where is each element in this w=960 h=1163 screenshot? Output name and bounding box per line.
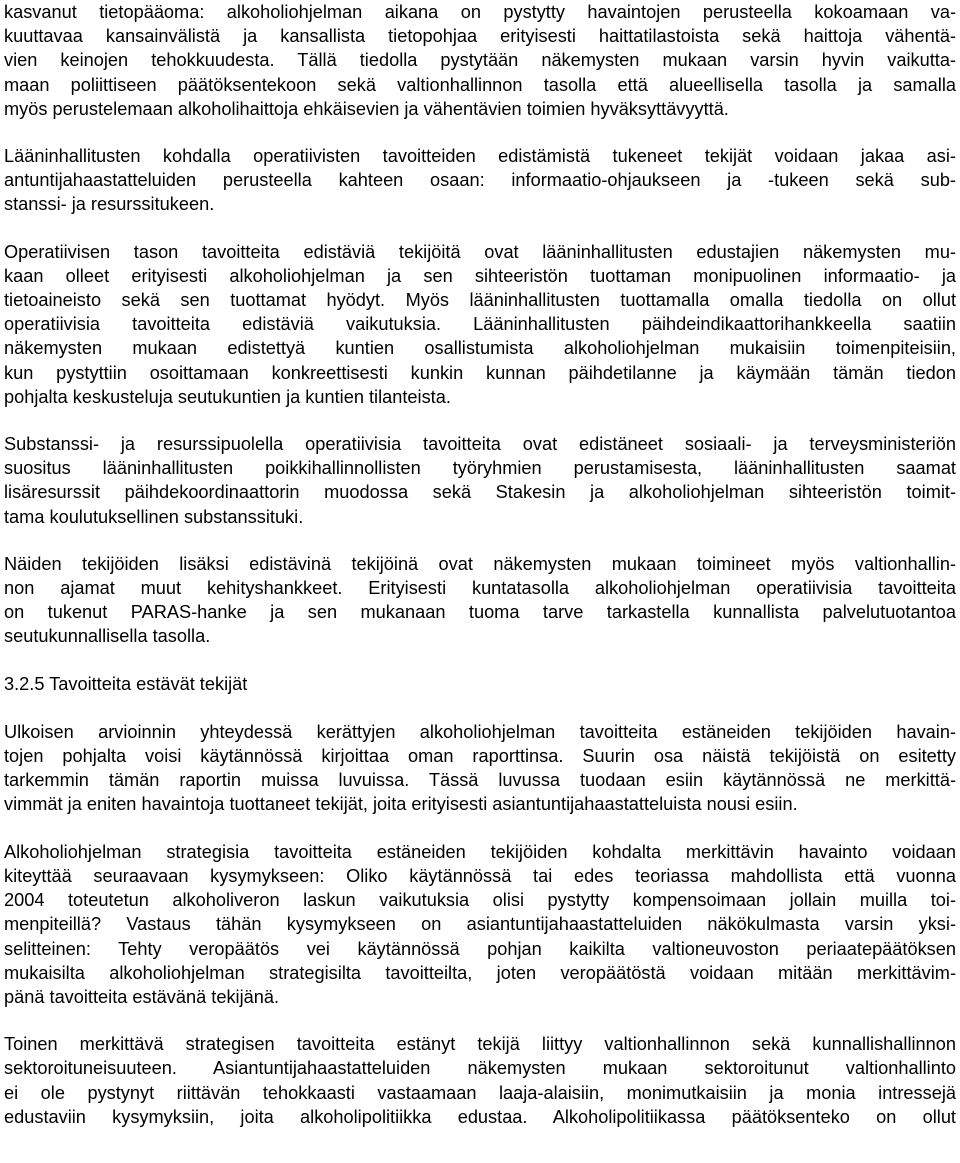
paragraph-alcohol-tax (4, 840, 956, 1009)
text-line: Näiden tekijöiden lisäksi edistävinä tekijöinä ovat näkemysten mukaan toimineet myös valtionhallin- (4, 553, 956, 574)
text-line: edustaviin kysymyksiin, joita alkoholipolitiikka edustaa. Alkoholipolitiikassa päätöksenteko on ollut (4, 1106, 956, 1127)
paragraph-external-evaluation (4, 720, 956, 817)
text-line: mukaisilta alkoholiohjelman strategisilta tavoitteilta, joten veropäätöstä voidaan mitään merkittävim- (4, 962, 956, 983)
text-line: non ajamat muut kehityshankkeet. Erityisesti kuntatasolla alkoholiohjelman operatiivisia tavoitteita (4, 578, 956, 599)
text-line: Toinen merkittävä strategisen tavoitteita estänyt tekijä liittyy valtionhallinnon sekä kunnallishallinnon (4, 1034, 956, 1055)
paragraph-knowledge-base (4, 0, 956, 121)
paragraph-other-projects (4, 552, 956, 649)
text-line: operatiivisia tavoitteita edistäviä vaikutuksia. Lääninhallitusten päihdeindikaattorihankkeella saatiin (4, 314, 956, 335)
text-line: stanssi- ja resurssitukeen. (4, 194, 215, 215)
text-line: pänä tavoitteita estävänä tekijänä. (4, 986, 280, 1007)
document-page (4, 0, 956, 1152)
text-line: seutukunnallisella tasolla. (4, 626, 211, 647)
text-line: lisäresurssit päihdekoordinaattorin muodossa sekä Stakesin ja alkoholiohjelman sihteeristön toimit- (4, 482, 956, 503)
text-line: sektoroituneisuuteen. Asiantuntijahaastatteluiden näkemysten mukaan sektoroitunut valtionhallinto (4, 1058, 956, 1079)
text-line: Ulkoisen arvioinnin yhteydessä kerättyjen alkoholiohjelman tavoitteita estäneiden tekijöiden havain- (4, 721, 956, 742)
text-line: on tukenut PARAS-hanke ja sen mukanaan tuoma tarve tarkastella kunnallista palvelutuotantoa (4, 602, 956, 623)
text-line: kun pystyttiin osoittamaan konkreettisesti kunkin kunnan päihdetilanne ja käymään tämän tiedon (4, 362, 956, 383)
text-line: kiteyttää seuraavaan kysymykseen: Oliko käytännössä tai edes teoriassa mahdollista että vuonna (4, 865, 956, 886)
text-line: kasvanut tietopääoma: alkoholiohjelman aikana on pystytty havaintojen perusteella kokoamaan va- (4, 2, 956, 22)
text-line: myös perustelemaan alkoholihaittoja ehkäisevien ja vähentävien toimien hyväksyttävyyttä. (4, 98, 729, 119)
paragraph-provincial-governments (4, 144, 956, 217)
text-line: kaan olleet erityisesti alkoholiohjelman ja sen sihteeristön tuottaman monipuolinen informaatio- ja (4, 265, 956, 286)
text-line: antuntijahaastatteluiden perusteella kahteen osaan: informaatio-ohjaukseen ja -tukeen sekä sub- (4, 170, 956, 191)
text-line: tama koulutuksellinen substanssituki. (4, 506, 304, 527)
text-line: tarkemmin tämän raportin muissa luvuissa. Tässä luvussa tuodaan esiin käytännössä ne merkittä- (4, 770, 956, 791)
text-line: tietoaineisto sekä sen tuottamat hyödyt. Myös lääninhallitusten tuottamalla omalla tiedolla on ollut (4, 290, 956, 311)
text-line: vimmät ja eniten havaintoja tuottaneet tekijät, joita erityisesti asiantuntijahaastatteluista nousi esiin. (4, 794, 798, 815)
text-line: tojen pohjalta voisi käytännössä kirjoittaa oman raporttinsa. Suurin osa näistä tekijöistä on esitetty (4, 746, 956, 767)
text-line: selitteinen: Tehty veropäätös vei käytännössä pohjan kaikilta valtioneuvoston periaatepäätöksen (4, 938, 956, 959)
text-line: ei ole pystynyt riittävän tehokkaasti vastaamaan laaja-alaisiin, monimutkaisiin ja monia intressejä (4, 1082, 956, 1103)
text-line: 2004 toteutetun alkoholiveron laskun vaikutuksia olisi pystytty kompensoimaan jollain muilla toi- (4, 890, 956, 911)
text-line: näkemysten mukaan edistettyä kuntien osallistumista alkoholiohjelman mukaisiin toimenpiteisiin, (4, 338, 956, 359)
text-line: maan poliittiseen päätöksentekoon sekä valtionhallinnon tasolla että alueellisella tasolla ja samalla (4, 74, 956, 95)
section-heading: 3.2.5 Tavoitteita estävät tekijät (4, 673, 248, 694)
text-line: suositus lääninhallitusten poikkihallinnollisten työryhmien perustamisesta, lääninhallitusten saamat (4, 458, 956, 479)
text-line: pohjalta keskusteluja seutukuntien ja kuntien tilanteista. (4, 386, 451, 407)
text-line: Substanssi- ja resurssipuolella operatiivisia tavoitteita ovat edistäneet sosiaali- ja terveysministeriön (4, 434, 956, 455)
paragraph-operational-factors (4, 240, 956, 409)
text-line: vien keinojen tehokkuudesta. Tällä tiedolla pystytään näkemysten mukaan varsin hyvin vaikutta- (4, 50, 956, 71)
text-line: Alkoholiohjelman strategisia tavoitteita estäneiden tekijöiden kohdalta merkittävin havainto voidaan (4, 841, 956, 862)
paragraph-sectorisation (4, 1032, 956, 1129)
text-line: Operatiivisen tason tavoitteita edistäviä tekijöitä ovat lääninhallitusten edustajien näkemysten mu- (4, 241, 956, 262)
text-line: menpiteillä? Vastaus tähän kysymykseen on asiantuntijahaastatteluiden näkökulmasta varsin yksi- (4, 914, 956, 935)
text-line: Lääninhallitusten kohdalla operatiivisten tavoitteiden edistämistä tukeneet tekijät voidaan jakaa asi- (4, 146, 956, 167)
paragraph-substance-resources (4, 432, 956, 529)
text-line: kuuttavaa kansainvälistä ja kansallista tietopohjaa erityisesti haittatilastoista sekä haittoja vähentä- (4, 26, 956, 47)
